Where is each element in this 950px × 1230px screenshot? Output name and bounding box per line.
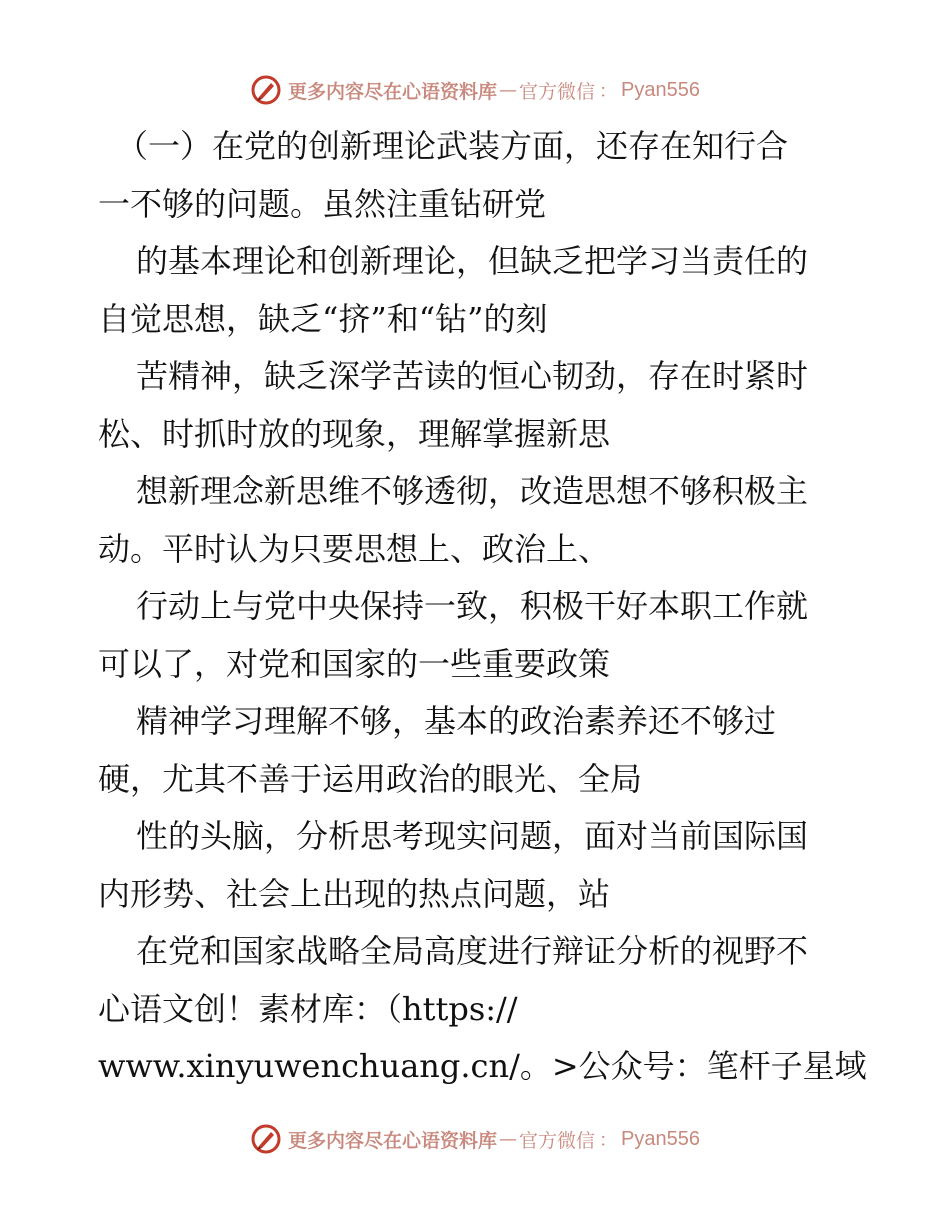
text-line: 松、时抓时放的现象，理解掌握新思 [98, 414, 611, 453]
text-line: 内形势、社会上出现的热点问题，站 [98, 874, 611, 913]
footer-watermark [0, 1122, 950, 1156]
text-line: 硬，尤其不善于运用政治的眼光、全局 [98, 759, 643, 798]
text-line: 自觉思想，缺乏“挤”和“钻”的刻 [98, 299, 548, 338]
watermark-wechat-id: Pyan556 [621, 78, 700, 101]
text-line: 可以了，对党和国家的一些重要政策 [98, 644, 611, 683]
watermark-main-text: 更多内容尽在心语资料库 [288, 80, 498, 103]
text-line: 的基本理论和创新理论，但缺乏把学习当责任的 [136, 242, 809, 280]
pen-nib-logo-icon [250, 1123, 282, 1155]
text-line: 一不够的问题。虽然注重钻研党 [98, 184, 547, 223]
watermark-colon: ： [599, 81, 618, 102]
watermark-main-text: 更多内容尽在心语资料库 [288, 1129, 498, 1152]
watermark-official-text: 官方微信 [519, 1129, 596, 1152]
text-line: 动。平时认为只要思想上、政治上、 [98, 529, 611, 568]
text-line: 行动上与党中央保持一致，积极干好本职工作就 [136, 587, 809, 625]
watermark-official-text: 官方微信 [519, 80, 596, 103]
text-line: （一）在党的创新理论武装方面，还存在知行合 [116, 127, 789, 165]
text-line: 性的头脑，分析思考现实问题，面对当前国际国 [136, 817, 809, 855]
text-line: www.xinyuwenchuang.cn/。>公众号：笔杆子星域 [98, 1047, 867, 1085]
text-line: 心语文创！素材库：（https:// [98, 989, 518, 1028]
text-line: 苦精神，缺乏深学苦读的恒心韧劲，存在时紧时 [136, 357, 809, 395]
text-line: 在党和国家战略全局高度进行辩证分析的视野不 [136, 932, 809, 970]
pen-nib-logo-icon [250, 74, 282, 106]
text-line: 想新理念新思维不够透彻，改造思想不够积极主 [136, 472, 809, 510]
watermark-separator: — [499, 1128, 518, 1150]
watermark-separator: — [499, 79, 518, 101]
header-watermark [0, 73, 950, 107]
body-text [98, 118, 867, 1096]
watermark-wechat-id: Pyan556 [621, 1127, 700, 1150]
watermark-colon: ： [599, 1130, 618, 1151]
text-line: 精神学习理解不够，基本的政治素养还不够过 [136, 702, 777, 740]
